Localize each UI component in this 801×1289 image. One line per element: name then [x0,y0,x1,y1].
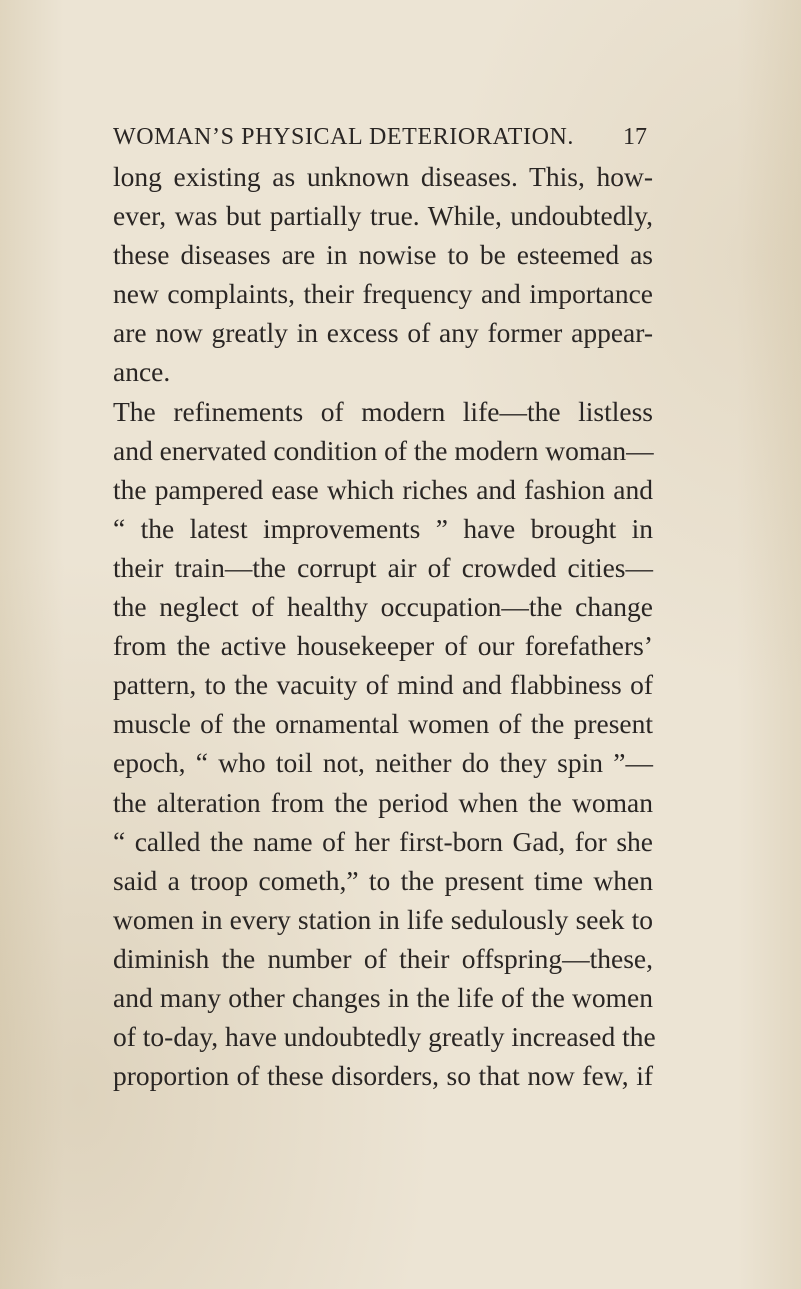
text-line: muscle of the ornamental women of the present [113,708,653,740]
text-line: the alteration from the period when the woman [113,786,653,818]
text-line: and enervated condition of the modern woman— [113,434,654,466]
running-head [113,124,653,160]
page-number: 17 [623,124,647,150]
text-line: “ the latest improvements ” have brought in [113,512,653,544]
text-line: epoch, “ who toil not, neither do they spin ”— [113,747,653,779]
text-line: and many other changes in the life of the women [113,981,653,1013]
text-line: “ called the name of her first-born Gad, for she [113,825,653,857]
running-title: WOMAN’S PHYSICAL DETERIORATION. [113,124,575,150]
text-line: of to-day, have undoubtedly greatly increased the [113,1021,656,1053]
text-line: these diseases are in nowise to be esteemed as [113,239,653,271]
text-line: diminish the number of their offspring—these, [113,942,653,974]
body-text [113,157,656,1095]
text-line: the pampered ease which riches and fashion and [113,473,653,505]
text-line: ance. [113,356,171,388]
text-line: pattern, to the vacuity of mind and flabbiness of [113,669,653,701]
text-line: The refinements of modern life—the listless [113,395,653,427]
text-line: the neglect of healthy occupation—the change [113,591,653,623]
text-line: proportion of these disorders, so that now few, if [113,1060,653,1092]
text-line: women in every station in life sedulously seek to [113,903,653,935]
text-line: said a troop cometh,” to the present time when [113,864,653,896]
text-line: from the active housekeeper of our forefathers’ [113,630,653,662]
text-line: their train—the corrupt air of crowded cities— [113,551,653,583]
text-line: are now greatly in excess of any former appear- [113,317,653,349]
text-line: ever, was but partially true. While, undoubtedly, [113,200,653,232]
text-line: long existing as unknown diseases. This, how- [113,161,653,192]
text-line: new complaints, their frequency and importance [113,278,653,310]
